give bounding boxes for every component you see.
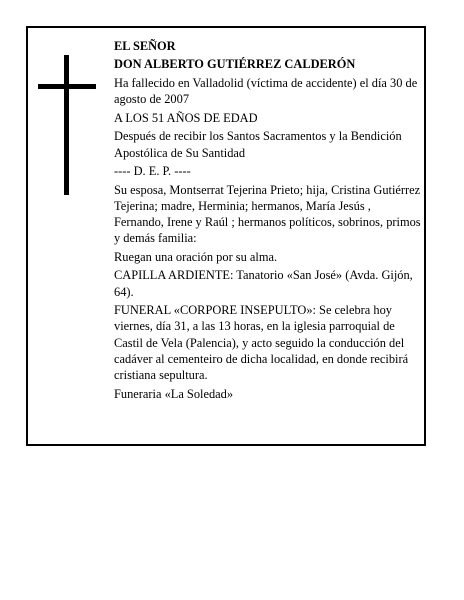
family-list: Su esposa, Montserrat Tejerina Prieto; hija, Cristina Gutiérrez Tejerina; madre, Herminia; hermanos, María Jesús , Fernando, Irene y Raúl ; hermanos políticos, sobrinos, primos y demás familia:: [114, 182, 421, 246]
dep-line: ---- D. E. P. ----: [114, 164, 191, 179]
notice-title: EL SEÑOR: [114, 39, 176, 53]
cross-horizontal-bar: [38, 84, 96, 89]
funeral-home: Funeraria «La Soledad»: [114, 386, 234, 401]
death-statement: Ha fallecido en Valladolid (víctima de accidente) el día 30 de agosto de 2007: [114, 75, 418, 107]
deceased-name: DON ALBERTO GUTIÉRREZ CALDERÓN: [114, 57, 356, 72]
funeral-info: FUNERAL «CORPORE INSEPULTO»: Se celebra hoy viernes, día 31, a las 13 horas, en la iglesia parroquial de Castil de Vela (Palencia), y acto seguido la conducción del cadáver al cementeiro de dicha localidad, en donde recibirá cristiana sepultura.: [114, 303, 409, 383]
cross-vertical-bar: [64, 55, 69, 195]
obituary-text: [114, 38, 422, 404]
prayer-request: Ruegan una oración por su alma.: [114, 249, 278, 264]
sacraments-statement: Después de recibir los Santos Sacramentos y la Bendición Apostólica de Su Santidad: [114, 129, 402, 160]
chapel-info: CAPILLA ARDIENTE: Tanatorio «San José» (Avda. Gijón, 64).: [114, 268, 413, 299]
age-statement: A LOS 51 AÑOS DE EDAD: [114, 110, 258, 125]
